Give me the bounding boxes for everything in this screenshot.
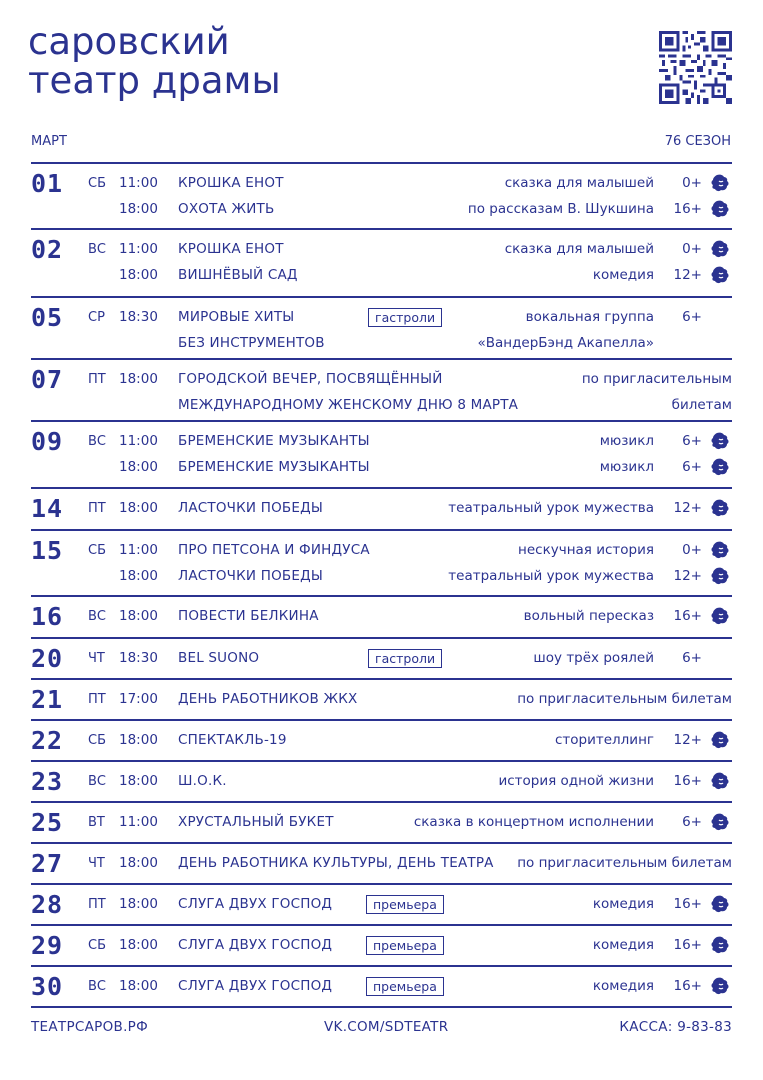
show-title[interactable]: МИРОВЫЕ ХИТЫ	[178, 309, 295, 325]
show-time: 18:00	[119, 896, 158, 912]
day-number: 30	[31, 972, 64, 1001]
show-title[interactable]: ЛАСТОЧКИ ПОБЕДЫ	[178, 567, 323, 584]
age-rating: 12+	[673, 732, 702, 748]
show-time: 18:00	[119, 200, 158, 217]
show-title[interactable]: Ш.О.К.	[178, 773, 227, 789]
day-number: 25	[31, 808, 64, 837]
row-divider	[31, 487, 732, 489]
weekday: ПТ	[88, 692, 106, 707]
day-number: 09	[31, 427, 64, 456]
row-divider	[31, 296, 732, 298]
month-label: МАРТ	[31, 134, 67, 149]
show-genre: сказка для малышей	[504, 241, 654, 257]
show-time: 18:00	[119, 773, 158, 789]
age-rating: 0+	[682, 542, 702, 558]
age-rating: 12+	[673, 567, 702, 584]
pushkin-card-icon	[711, 976, 731, 996]
show-title[interactable]: ОХОТА ЖИТЬ	[178, 200, 275, 217]
day-number: 16	[31, 602, 64, 631]
show-time: 18:00	[119, 732, 158, 748]
weekday: ЧТ	[88, 651, 105, 666]
show-genre: по пригласительным билетам	[517, 855, 732, 871]
age-rating: 16+	[673, 896, 702, 912]
show-title[interactable]: ДЕНЬ РАБОТНИКОВ ЖКХ	[178, 691, 358, 707]
pushkin-card-icon	[711, 730, 731, 750]
qr-code-icon[interactable]	[659, 31, 732, 104]
show-title[interactable]: МЕЖДУНАРОДНОМУ ЖЕНСКОМУ ДНЮ 8 МАРТА	[178, 396, 519, 413]
day-number: 21	[31, 685, 64, 714]
row-divider	[31, 637, 732, 639]
tour-badge: гастроли	[368, 649, 442, 668]
age-rating: 16+	[673, 978, 702, 994]
show-genre: по пригласительным	[581, 371, 732, 387]
weekday: СБ	[88, 176, 106, 191]
pushkin-card-icon	[711, 431, 731, 451]
show-genre: мюзикл	[599, 458, 654, 475]
show-title[interactable]: BEL SUONO	[178, 650, 260, 666]
show-title[interactable]: ГОРОДСКОЙ ВЕЧЕР, ПОСВЯЩЁННЫЙ	[178, 371, 443, 387]
performance-line	[0, 691, 763, 713]
row-divider	[31, 883, 732, 885]
bottom-divider	[31, 1006, 732, 1008]
tour-badge: гастроли	[368, 308, 442, 327]
pushkin-card-icon	[711, 812, 731, 832]
premiere-badge: премьера	[366, 936, 444, 955]
show-genre: «ВандерБэнд Акапелла»	[477, 334, 654, 351]
show-time: 11:00	[119, 814, 158, 830]
weekday: ПТ	[88, 897, 106, 912]
performance-line	[0, 608, 763, 630]
show-time: 18:30	[119, 650, 158, 666]
age-rating: 6+	[682, 814, 702, 830]
age-rating: 6+	[682, 458, 702, 475]
show-title[interactable]: СЛУГА ДВУХ ГОСПОД	[178, 937, 333, 953]
row-divider	[31, 228, 732, 230]
pushkin-card-icon	[711, 173, 731, 193]
performance-line	[0, 500, 763, 522]
age-rating: 0+	[682, 175, 702, 191]
age-rating: 12+	[673, 500, 702, 516]
pushkin-card-icon	[711, 935, 731, 955]
day-number: 02	[31, 235, 64, 264]
performance-line	[0, 568, 763, 590]
weekday: ПТ	[88, 501, 106, 516]
season-label: 76 СЕЗОН	[664, 134, 731, 149]
show-time: 18:00	[119, 567, 158, 584]
day-number: 15	[31, 536, 64, 565]
row-divider	[31, 595, 732, 597]
show-time: 17:00	[119, 691, 158, 707]
show-time: 18:00	[119, 937, 158, 953]
pushkin-card-icon	[711, 540, 731, 560]
weekday: ПТ	[88, 372, 106, 387]
show-time: 11:00	[119, 542, 158, 558]
show-title[interactable]: БЕЗ ИНСТРУМЕНТОВ	[178, 334, 325, 351]
show-time: 11:00	[119, 433, 158, 449]
show-genre: билетам	[671, 396, 732, 413]
day-number: 23	[31, 767, 64, 796]
show-title[interactable]: ДЕНЬ РАБОТНИКА КУЛЬТУРЫ, ДЕНЬ ТЕАТРА	[178, 855, 494, 871]
performance-line	[0, 433, 763, 455]
show-time: 11:00	[119, 175, 158, 191]
day-number: 29	[31, 931, 64, 960]
show-time: 18:30	[119, 309, 158, 325]
row-divider	[31, 924, 732, 926]
show-title[interactable]: ЛАСТОЧКИ ПОБЕДЫ	[178, 500, 323, 516]
show-title[interactable]: ВИШНЁВЫЙ САД	[178, 266, 298, 283]
age-rating: 0+	[682, 241, 702, 257]
day-number: 05	[31, 303, 64, 332]
show-title[interactable]: СЛУГА ДВУХ ГОСПОД	[178, 896, 333, 912]
performance-line	[0, 371, 763, 393]
day-number: 07	[31, 365, 64, 394]
performance-line	[0, 397, 763, 419]
show-genre: вольный пересказ	[523, 608, 654, 624]
premiere-badge: премьера	[366, 895, 444, 914]
show-title[interactable]: БРЕМЕНСКИЕ МУЗЫКАНТЫ	[178, 458, 370, 475]
row-divider	[31, 162, 732, 164]
performance-line	[0, 335, 763, 357]
row-divider	[31, 801, 732, 803]
weekday: СБ	[88, 938, 106, 953]
pushkin-card-icon	[711, 771, 731, 791]
weekday: ВС	[88, 979, 106, 994]
age-rating: 6+	[682, 650, 702, 666]
premiere-badge: премьера	[366, 977, 444, 996]
show-genre: комедия	[592, 266, 654, 283]
performance-line	[0, 896, 763, 918]
footer-vk-link[interactable]: VK.COM/SDTEATR	[324, 1019, 449, 1035]
day-number: 01	[31, 169, 64, 198]
age-rating: 12+	[673, 266, 702, 283]
show-genre: комедия	[592, 978, 654, 994]
show-time: 18:00	[119, 978, 158, 994]
age-rating: 6+	[682, 433, 702, 449]
row-divider	[31, 842, 732, 844]
show-genre: комедия	[592, 937, 654, 953]
pushkin-card-icon	[711, 566, 731, 586]
show-genre: по пригласительным билетам	[517, 691, 732, 707]
performance-line	[0, 732, 763, 754]
show-genre: театральный урок мужества	[448, 500, 654, 516]
performance-line	[0, 773, 763, 795]
weekday: ВТ	[88, 815, 105, 830]
weekday: СР	[88, 310, 105, 325]
pushkin-card-icon	[711, 239, 731, 259]
show-genre: вокальная группа	[525, 309, 654, 325]
age-rating: 16+	[673, 937, 702, 953]
show-title[interactable]: КРОШКА ЕНОТ	[178, 175, 284, 191]
show-time: 18:00	[119, 266, 158, 283]
show-title[interactable]: КРОШКА ЕНОТ	[178, 241, 284, 257]
show-genre: сторителлинг	[554, 732, 654, 748]
pushkin-card-icon	[711, 199, 731, 219]
show-time: 18:00	[119, 608, 158, 624]
show-genre: шоу трёх роялей	[533, 650, 654, 666]
row-divider	[31, 529, 732, 531]
pushkin-card-icon	[711, 606, 731, 626]
title-line-2: театр драмы	[28, 59, 281, 102]
performance-line	[0, 542, 763, 564]
weekday: СБ	[88, 733, 106, 748]
pushkin-card-icon	[711, 498, 731, 518]
weekday: ЧТ	[88, 856, 105, 871]
show-genre: сказка для малышей	[504, 175, 654, 191]
pushkin-card-icon	[711, 457, 731, 477]
show-time: 18:00	[119, 371, 158, 387]
show-genre: нескучная история	[518, 542, 654, 558]
weekday: ВС	[88, 609, 106, 624]
show-title[interactable]: СПЕКТАКЛЬ-19	[178, 732, 287, 748]
performance-line	[0, 978, 763, 1000]
weekday: ВС	[88, 774, 106, 789]
row-divider	[31, 678, 732, 680]
show-time: 18:00	[119, 458, 158, 475]
performance-line	[0, 267, 763, 289]
performance-line	[0, 241, 763, 263]
age-rating: 16+	[673, 200, 702, 217]
row-divider	[31, 719, 732, 721]
show-title[interactable]: ХРУСТАЛЬНЫЙ БУКЕТ	[178, 814, 334, 830]
day-number: 28	[31, 890, 64, 919]
performance-line	[0, 650, 763, 672]
performance-line	[0, 309, 763, 331]
show-time: 18:00	[119, 500, 158, 516]
show-genre: история одной жизни	[498, 773, 654, 789]
day-number: 14	[31, 494, 64, 523]
performance-line	[0, 814, 763, 836]
show-title[interactable]: СЛУГА ДВУХ ГОСПОД	[178, 978, 333, 994]
row-divider	[31, 420, 732, 422]
row-divider	[31, 965, 732, 967]
show-genre: театральный урок мужества	[448, 567, 654, 584]
performance-line	[0, 201, 763, 223]
footer-box-office: КАССА: 9-83-83	[619, 1019, 732, 1035]
age-rating: 16+	[673, 608, 702, 624]
performance-line	[0, 937, 763, 959]
theatre-title	[28, 22, 281, 100]
weekday: ВС	[88, 242, 106, 257]
show-genre: мюзикл	[599, 433, 654, 449]
pushkin-card-icon	[711, 894, 731, 914]
row-divider	[31, 760, 732, 762]
day-number: 27	[31, 849, 64, 878]
show-genre: сказка в концертном исполнении	[413, 814, 654, 830]
title-line-1: саровский	[28, 20, 230, 63]
show-title[interactable]: ПОВЕСТИ БЕЛКИНА	[178, 608, 319, 624]
show-genre: по рассказам В. Шукшина	[467, 200, 654, 217]
age-rating: 16+	[673, 773, 702, 789]
row-divider	[31, 358, 732, 360]
weekday: СБ	[88, 543, 106, 558]
performance-line	[0, 855, 763, 877]
day-number: 22	[31, 726, 64, 755]
performance-line	[0, 459, 763, 481]
day-number: 20	[31, 644, 64, 673]
age-rating: 6+	[682, 309, 702, 325]
performance-line	[0, 175, 763, 197]
show-time: 18:00	[119, 855, 158, 871]
show-title[interactable]: ПРО ПЕТСОНА И ФИНДУСА	[178, 542, 370, 558]
show-title[interactable]: БРЕМЕНСКИЕ МУЗЫКАНТЫ	[178, 433, 370, 449]
pushkin-card-icon	[711, 265, 731, 285]
show-genre: комедия	[592, 896, 654, 912]
footer-site-link[interactable]: ТЕАТРСАРОВ.РФ	[31, 1019, 149, 1035]
show-time: 11:00	[119, 241, 158, 257]
weekday: ВС	[88, 434, 106, 449]
